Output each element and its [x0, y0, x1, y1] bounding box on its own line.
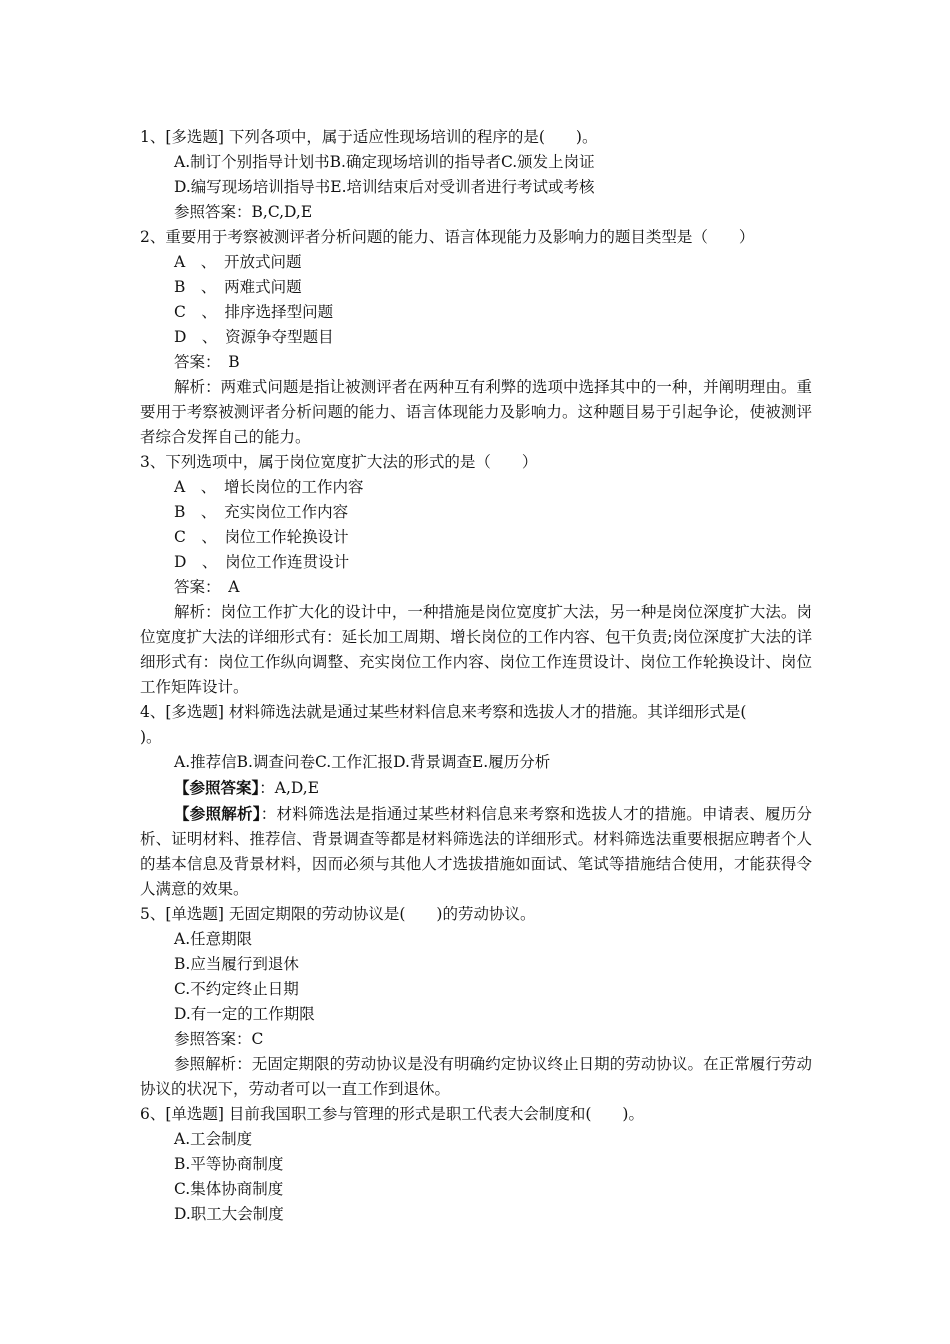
- q3-analysis: 解析：岗位工作扩大化的设计中，一种措施是岗位宽度扩大法，另一种是岗位深度扩大法。岗位宽度扩大法的详细形式有：延长加工周期、增长岗位的工作内容、包干负责;岗位深度扩大法的详细形式有：岗位工作纵向调整、充实岗位工作内容、岗位工作连贯设计、岗位工作轮换设计、岗位工作矩阵设计。: [140, 603, 812, 696]
- q3-option-b: B 、 充实岗位工作内容: [174, 503, 349, 521]
- q5-stem: 5、[单选题] 无固定期限的劳动协议是( )的劳动协议。: [140, 905, 536, 923]
- q2-option-b: B 、 两难式问题: [174, 278, 302, 296]
- q2-stem: 2、重要用于考察被测评者分析问题的能力、语言体现能力及影响力的题目类型是（ ）: [140, 228, 755, 246]
- q6-stem: 6、[单选题] 目前我国职工参与管理的形式是职工代表大会制度和( )。: [140, 1105, 644, 1123]
- q5-option-b: B.应当履行到退休: [174, 955, 299, 973]
- q4-analysis-text: ：材料筛选法是指通过某些材料信息来考察和选拔人才的措施。申请表、履历分析、证明材料、推荐信、背景调查等都是材料筛选法的详细形式。材料筛选法重要根据应聘者个人的基本信息及背景材料，因而必须与其他人才选拔措施如面试、笔试等措施结合使用，才能获得令人满意的效果。: [140, 805, 812, 898]
- q6-option-a: A.工会制度: [174, 1130, 253, 1148]
- q4-answer-label: 【参照答案】: [174, 778, 260, 797]
- q3-option-d: D 、 岗位工作连贯设计: [174, 553, 350, 571]
- q2-option-a: A 、 开放式问题: [174, 253, 302, 271]
- q4-stem-line-1: 4、[多选题] 材料筛选法就是通过某些材料信息来考察和选拔人才的措施。其详细形式是(: [140, 703, 747, 721]
- q5-answer: 参照答案：C: [174, 1030, 264, 1048]
- q2-answer: 答案： B: [174, 353, 240, 371]
- q3-answer: 答案： A: [174, 578, 240, 596]
- q1-stem: 1、[多选题] 下列各项中，属于适应性现场培训的程序的是( )。: [140, 128, 598, 146]
- q3-stem: 3、下列选项中，属于岗位宽度扩大法的形式的是（ ）: [140, 453, 538, 471]
- q2-option-c: C 、 排序选择型问题: [174, 303, 334, 321]
- q5-option-a: A.任意期限: [174, 930, 253, 948]
- q5-option-c: C.不约定终止日期: [174, 980, 299, 998]
- q4-answer-value: ：A,D,E: [259, 779, 320, 797]
- q6-option-d: D.职工大会制度: [174, 1205, 284, 1223]
- q5-analysis: 参照解析：无固定期限的劳动协议是没有明确约定协议终止日期的劳动协议。在正常履行劳动协议的状况下，劳动者可以一直工作到退休。: [140, 1055, 812, 1098]
- q6-option-c: C.集体协商制度: [174, 1180, 284, 1198]
- q2-analysis: 解析：两难式问题是指让被测评者在两种互有利弊的选项中选择其中的一种，并阐明理由。重要用于考察被测评者分析问题的能力、语言体现能力及影响力。这种题目易于引起争论，使被测评者综合发挥自己的能力。: [140, 378, 812, 446]
- q4-analysis-label: 【参照解析】: [174, 804, 261, 823]
- q1-options-line-2: D.编写现场培训指导书E.培训结束后对受训者进行考试或考核: [174, 178, 595, 196]
- q1-options-line-1: A.制订个别指导计划书B.确定现场培训的指导者C.颁发上岗证: [174, 153, 595, 171]
- q6-option-b: B.平等协商制度: [174, 1155, 284, 1173]
- q2-option-d: D 、 资源争夺型题目: [174, 328, 334, 346]
- document-body: [140, 125, 812, 1227]
- q4-stem-line-2: )。: [140, 728, 162, 746]
- q4-analysis: [140, 801, 812, 902]
- q4-options: A.推荐信B.调查问卷C.工作汇报D.背景调查E.履历分析: [174, 753, 551, 771]
- q3-option-a: A 、 增长岗位的工作内容: [174, 478, 364, 496]
- q4-answer: [140, 775, 812, 801]
- q1-answer: 参照答案：B,C,D,E: [174, 203, 313, 221]
- q3-option-c: C 、 岗位工作轮换设计: [174, 528, 349, 546]
- q5-option-d: D.有一定的工作期限: [174, 1005, 315, 1023]
